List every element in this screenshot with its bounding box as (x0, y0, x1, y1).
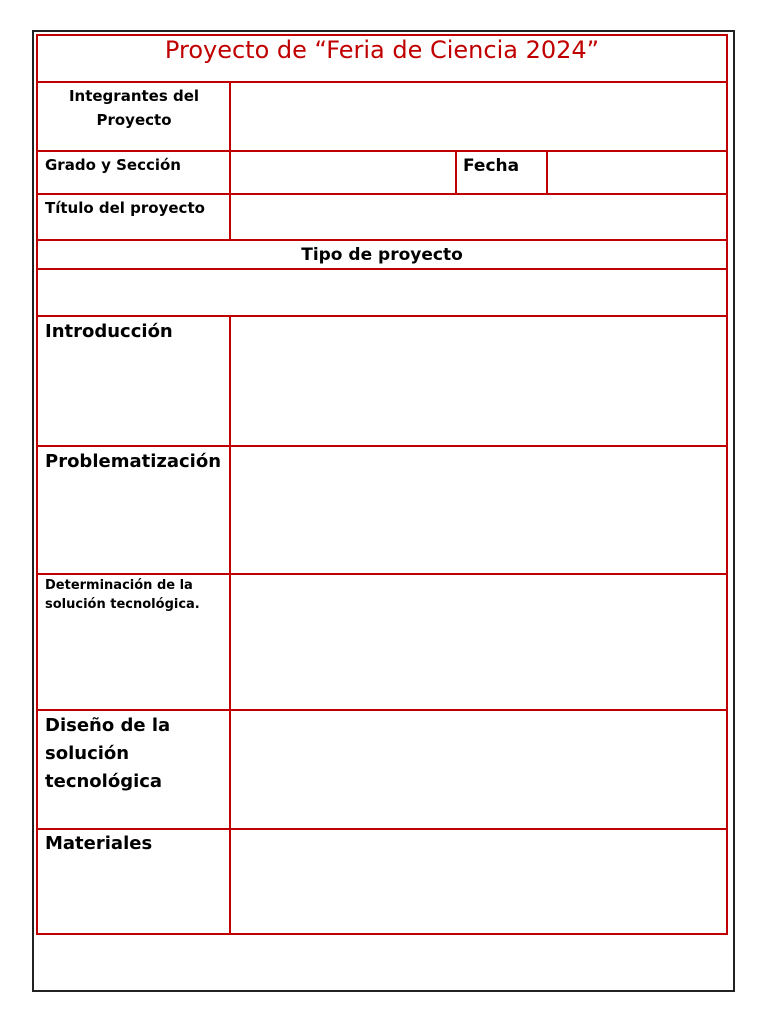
form-border-bottom (36, 933, 728, 935)
determinacion-field[interactable] (231, 575, 726, 709)
introduccion-field[interactable] (231, 317, 726, 445)
diseno-field[interactable] (231, 711, 726, 828)
label-tipo-proyecto: Tipo de proyecto (301, 245, 463, 265)
fecha-field[interactable] (548, 152, 726, 193)
integrantes-field[interactable] (231, 83, 726, 150)
label-integrantes: Integrantes del Proyecto (68, 87, 200, 129)
form-title: Proyecto de “Feria de Ciencia 2024” (164, 36, 600, 64)
column-divider (455, 150, 457, 195)
label-problematizacion: Problematización (45, 451, 222, 472)
label-introduccion: Introducción (45, 321, 173, 342)
materiales-field[interactable] (231, 830, 726, 933)
label-titulo-proyecto: Título del proyecto (45, 199, 205, 217)
grado-seccion-field[interactable] (231, 152, 455, 193)
form-border-left (36, 34, 38, 935)
label-fecha: Fecha (463, 156, 520, 176)
label-determinacion: Determinación de la solución tecnológica. (45, 578, 200, 612)
form-border-right (726, 34, 728, 935)
label-diseno: Diseño de la solución tecnológica (45, 715, 171, 792)
label-grado-seccion: Grado y Sección (45, 156, 181, 174)
titulo-proyecto-field[interactable] (231, 195, 726, 239)
problematizacion-field[interactable] (231, 447, 726, 573)
label-materiales: Materiales (45, 833, 153, 854)
tipo-proyecto-field[interactable] (38, 270, 726, 315)
row-divider (36, 239, 728, 241)
